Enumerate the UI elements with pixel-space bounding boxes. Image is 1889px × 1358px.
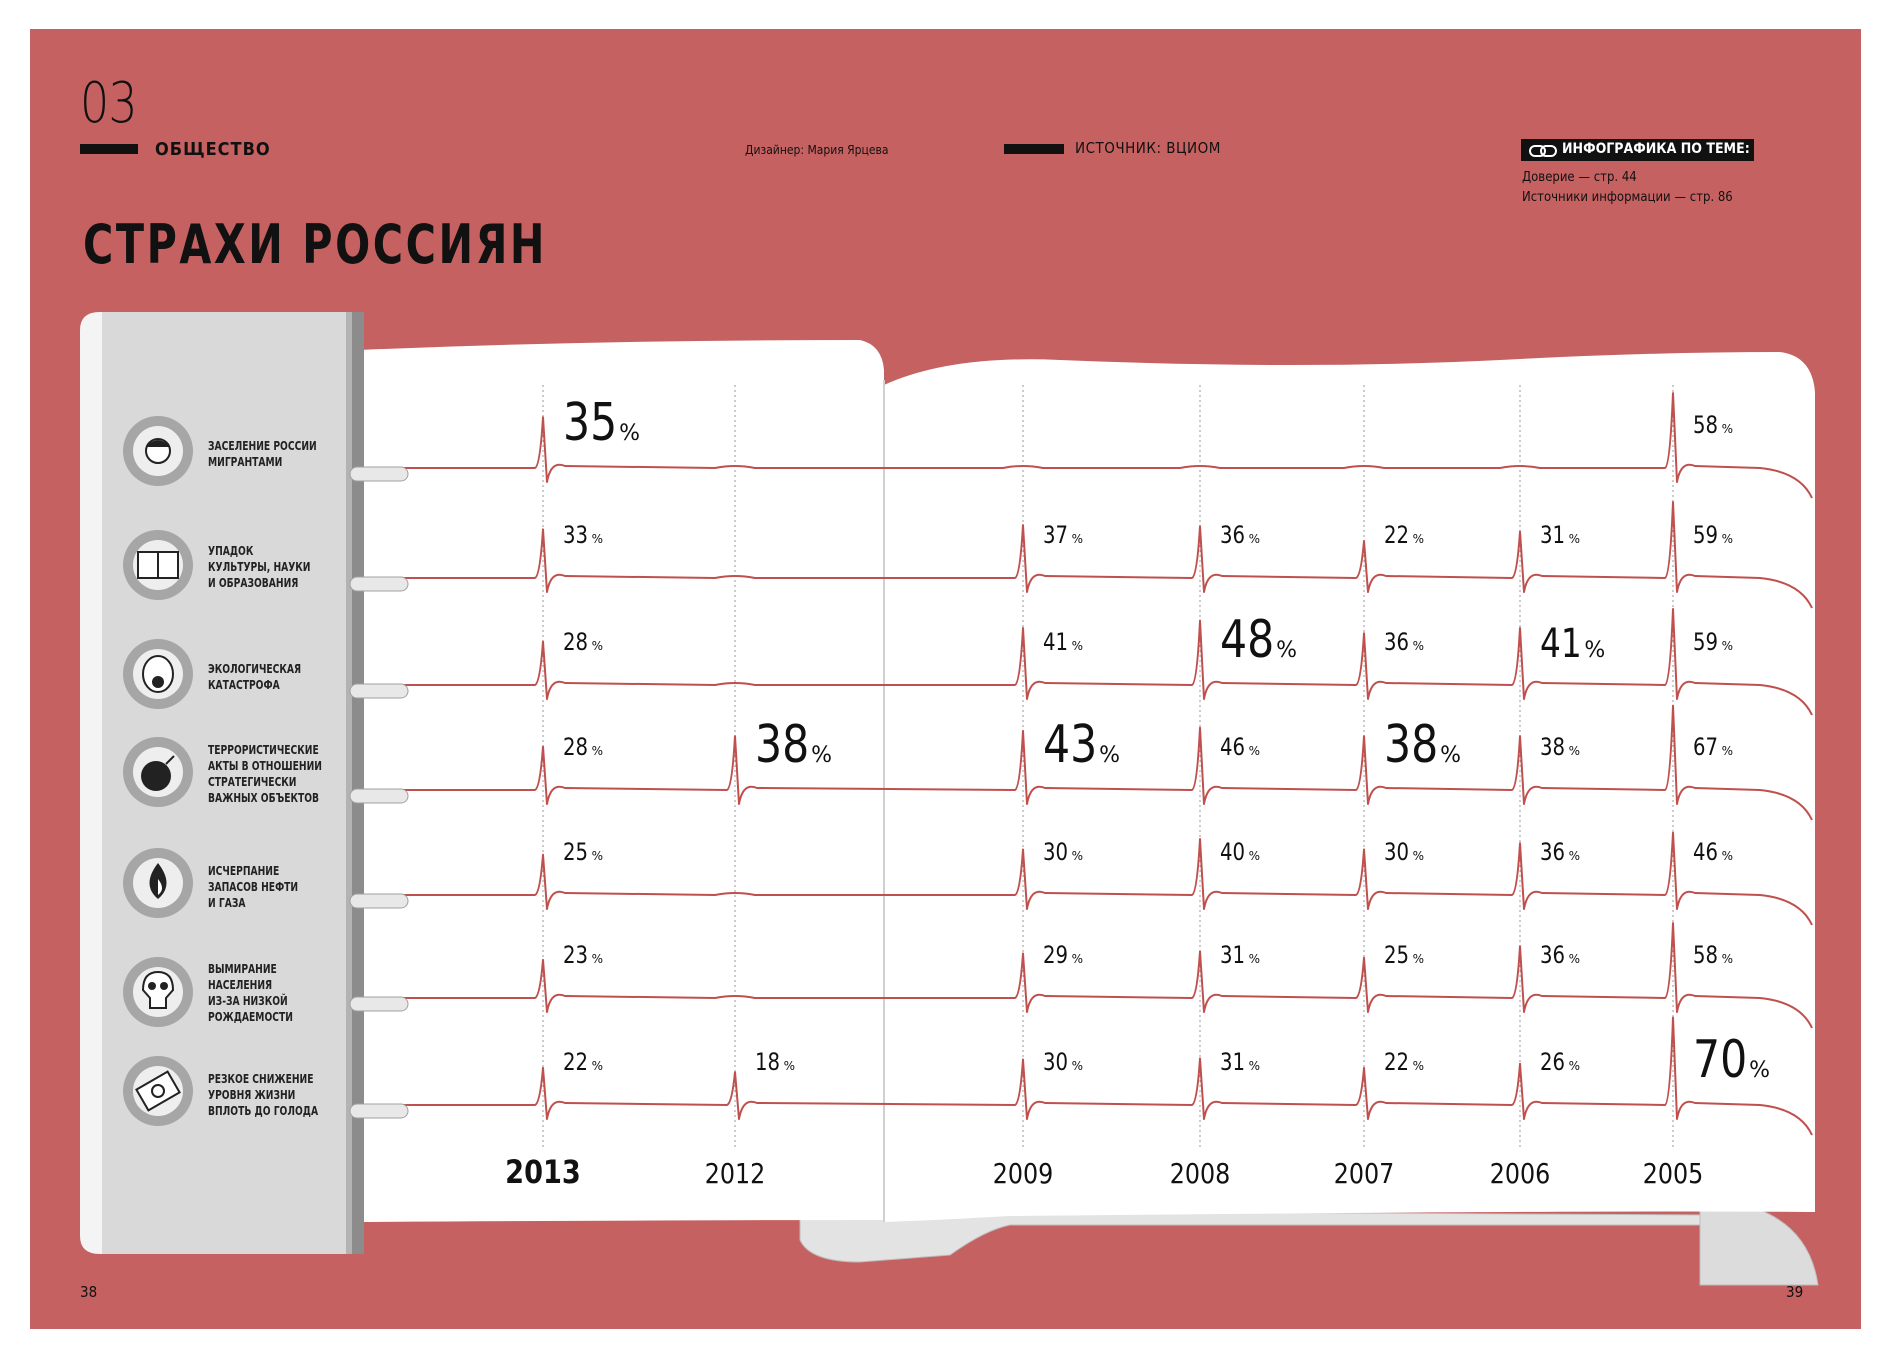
year-label: 2005: [1642, 1158, 1704, 1191]
unit-label: %: [1276, 638, 1298, 663]
section-number: 03: [80, 71, 137, 136]
year-label: 2009: [992, 1158, 1054, 1191]
unit-label: %: [1248, 849, 1261, 863]
unit-label: %: [1749, 1058, 1771, 1083]
page-number-right: 39: [1786, 1283, 1804, 1301]
unit-label: %: [591, 744, 604, 758]
value-label: 31: [1220, 942, 1246, 970]
value-label: 28: [563, 629, 589, 657]
unit-label: %: [1721, 849, 1734, 863]
unit-label: %: [591, 1059, 604, 1073]
value-label: 43: [1043, 714, 1098, 776]
unit-label: %: [1721, 532, 1734, 546]
unit-label: %: [1099, 743, 1121, 768]
skull-icon-eye: [148, 982, 156, 990]
value-label: 30: [1043, 839, 1069, 867]
unit-label: %: [1071, 952, 1084, 966]
value-label: 67: [1693, 734, 1719, 762]
value-label: 40: [1220, 839, 1246, 867]
value-label: 30: [1384, 839, 1410, 867]
unit-label: %: [591, 532, 604, 546]
value-label: 48: [1220, 609, 1275, 671]
page-title: СТРАХИ РОССИЯН: [83, 213, 548, 276]
unit-label: %: [1412, 639, 1425, 653]
value-label: 37: [1043, 522, 1069, 550]
unit-label: %: [1568, 952, 1581, 966]
binder-ring: [350, 1104, 408, 1118]
year-label: 2007: [1333, 1158, 1395, 1191]
value-label: 36: [1540, 942, 1566, 970]
unit-label: %: [591, 952, 604, 966]
unit-label: %: [591, 639, 604, 653]
unit-label: %: [1071, 849, 1084, 863]
unit-label: %: [1721, 422, 1734, 436]
value-label: 46: [1693, 839, 1719, 867]
value-label: 38: [1540, 734, 1566, 762]
related-link-trust[interactable]: Доверие — стр. 44: [1522, 170, 1637, 185]
value-label: 36: [1220, 522, 1246, 550]
binder-ring: [350, 577, 408, 591]
section-title: ОБЩЕСТВО: [155, 139, 271, 160]
unit-label: %: [1071, 639, 1084, 653]
left-page: [358, 340, 884, 1222]
designer-credit: Дизайнер: Мария Ярцева: [745, 143, 889, 157]
value-label: 22: [1384, 522, 1410, 550]
unit-label: %: [1568, 532, 1581, 546]
unit-label: %: [1412, 849, 1425, 863]
value-label: 46: [1220, 734, 1246, 762]
unit-label: %: [1568, 849, 1581, 863]
unit-label: %: [1248, 952, 1261, 966]
value-label: 59: [1693, 522, 1719, 550]
value-label: 38: [1384, 714, 1439, 776]
unit-label: %: [1584, 638, 1606, 663]
unit-label: %: [1721, 952, 1734, 966]
unit-label: %: [1721, 639, 1734, 653]
value-label: 31: [1540, 522, 1566, 550]
legend-label: ВЫМИРАНИЕ НАСЕЛЕНИЯ ИЗ-ЗА НИЗКОЙ РОЖДАЕМОСТИ: [208, 962, 293, 1024]
year-label: 2006: [1489, 1158, 1551, 1191]
unit-label: %: [1568, 744, 1581, 758]
paper-curl-right: [1700, 1200, 1818, 1285]
value-label: 38: [755, 714, 810, 776]
year-label: 2008: [1169, 1158, 1231, 1191]
bomb-icon-glyph: [141, 761, 171, 791]
unit-label: %: [1248, 532, 1261, 546]
binder-ring: [350, 467, 408, 481]
legend-label: ИСЧЕРПАНИЕ ЗАПАСОВ НЕФТИ И ГАЗА: [208, 864, 299, 910]
unit-label: %: [1412, 1059, 1425, 1073]
binder-ring: [350, 997, 408, 1011]
value-label: 70: [1693, 1029, 1748, 1091]
binder-ring: [350, 684, 408, 698]
unit-label: %: [1440, 743, 1462, 768]
value-label: 22: [1384, 1049, 1410, 1077]
unit-label: %: [1071, 1059, 1084, 1073]
legend-label: ТЕРРОРИСТИЧЕСКИЕ АКТЫ В ОТНОШЕНИИ СТРАТЕГИЧЕСКИ ВАЖНЫХ ОБЪЕКТОВ: [208, 743, 322, 805]
skull-icon-eye: [160, 982, 168, 990]
value-label: 25: [563, 839, 589, 867]
year-label: 2012: [704, 1158, 766, 1191]
value-label: 41: [1540, 619, 1582, 667]
binder-ring: [350, 789, 408, 803]
unit-label: %: [811, 743, 833, 768]
unit-label: %: [1412, 532, 1425, 546]
value-label: 25: [1384, 942, 1410, 970]
legend-label: ЗАСЕЛЕНИЕ РОССИИ МИГРАНТАМИ: [208, 439, 317, 469]
unit-label: %: [619, 421, 641, 446]
unit-label: %: [1412, 952, 1425, 966]
value-label: 28: [563, 734, 589, 762]
value-label: 18: [755, 1049, 781, 1077]
value-label: 23: [563, 942, 589, 970]
legend-label: УПАДОК КУЛЬТУРЫ, НАУКИ И ОБРАЗОВАНИЯ: [208, 544, 311, 590]
related-link-sources[interactable]: Источники информации — стр. 86: [1522, 190, 1733, 205]
value-label: 41: [1043, 629, 1069, 657]
source-label: ИСТОЧНИК: ВЦИОМ: [1075, 139, 1221, 157]
legend-label: ЭКОЛОГИЧЕСКАЯ КАТАСТРОФА: [208, 662, 302, 692]
value-label: 58: [1693, 412, 1719, 440]
unit-label: %: [1071, 532, 1084, 546]
legend-label: РЕЗКОЕ СНИЖЕНИЕ УРОВНЯ ЖИЗНИ ВПЛОТЬ ДО ГОЛОДА: [208, 1072, 319, 1118]
gas-mask-icon-filter: [152, 676, 164, 688]
value-label: 33: [563, 522, 589, 550]
value-label: 22: [563, 1049, 589, 1077]
value-label: 36: [1540, 839, 1566, 867]
value-label: 30: [1043, 1049, 1069, 1077]
unit-label: %: [1721, 744, 1734, 758]
value-label: 35: [563, 392, 618, 454]
value-label: 31: [1220, 1049, 1246, 1077]
unit-label: %: [783, 1059, 796, 1073]
unit-label: %: [1248, 744, 1261, 758]
page-number-left: 38: [80, 1283, 98, 1301]
unit-label: %: [1568, 1059, 1581, 1073]
value-label: 29: [1043, 942, 1069, 970]
unit-label: %: [591, 849, 604, 863]
binder-ring: [350, 894, 408, 908]
value-label: 36: [1384, 629, 1410, 657]
value-label: 59: [1693, 629, 1719, 657]
year-label: 2013: [505, 1153, 581, 1192]
related-title: ИНФОГРАФИКА ПО ТЕМЕ:: [1562, 141, 1750, 157]
unit-label: %: [1248, 1059, 1261, 1073]
value-label: 58: [1693, 942, 1719, 970]
value-label: 26: [1540, 1049, 1566, 1077]
